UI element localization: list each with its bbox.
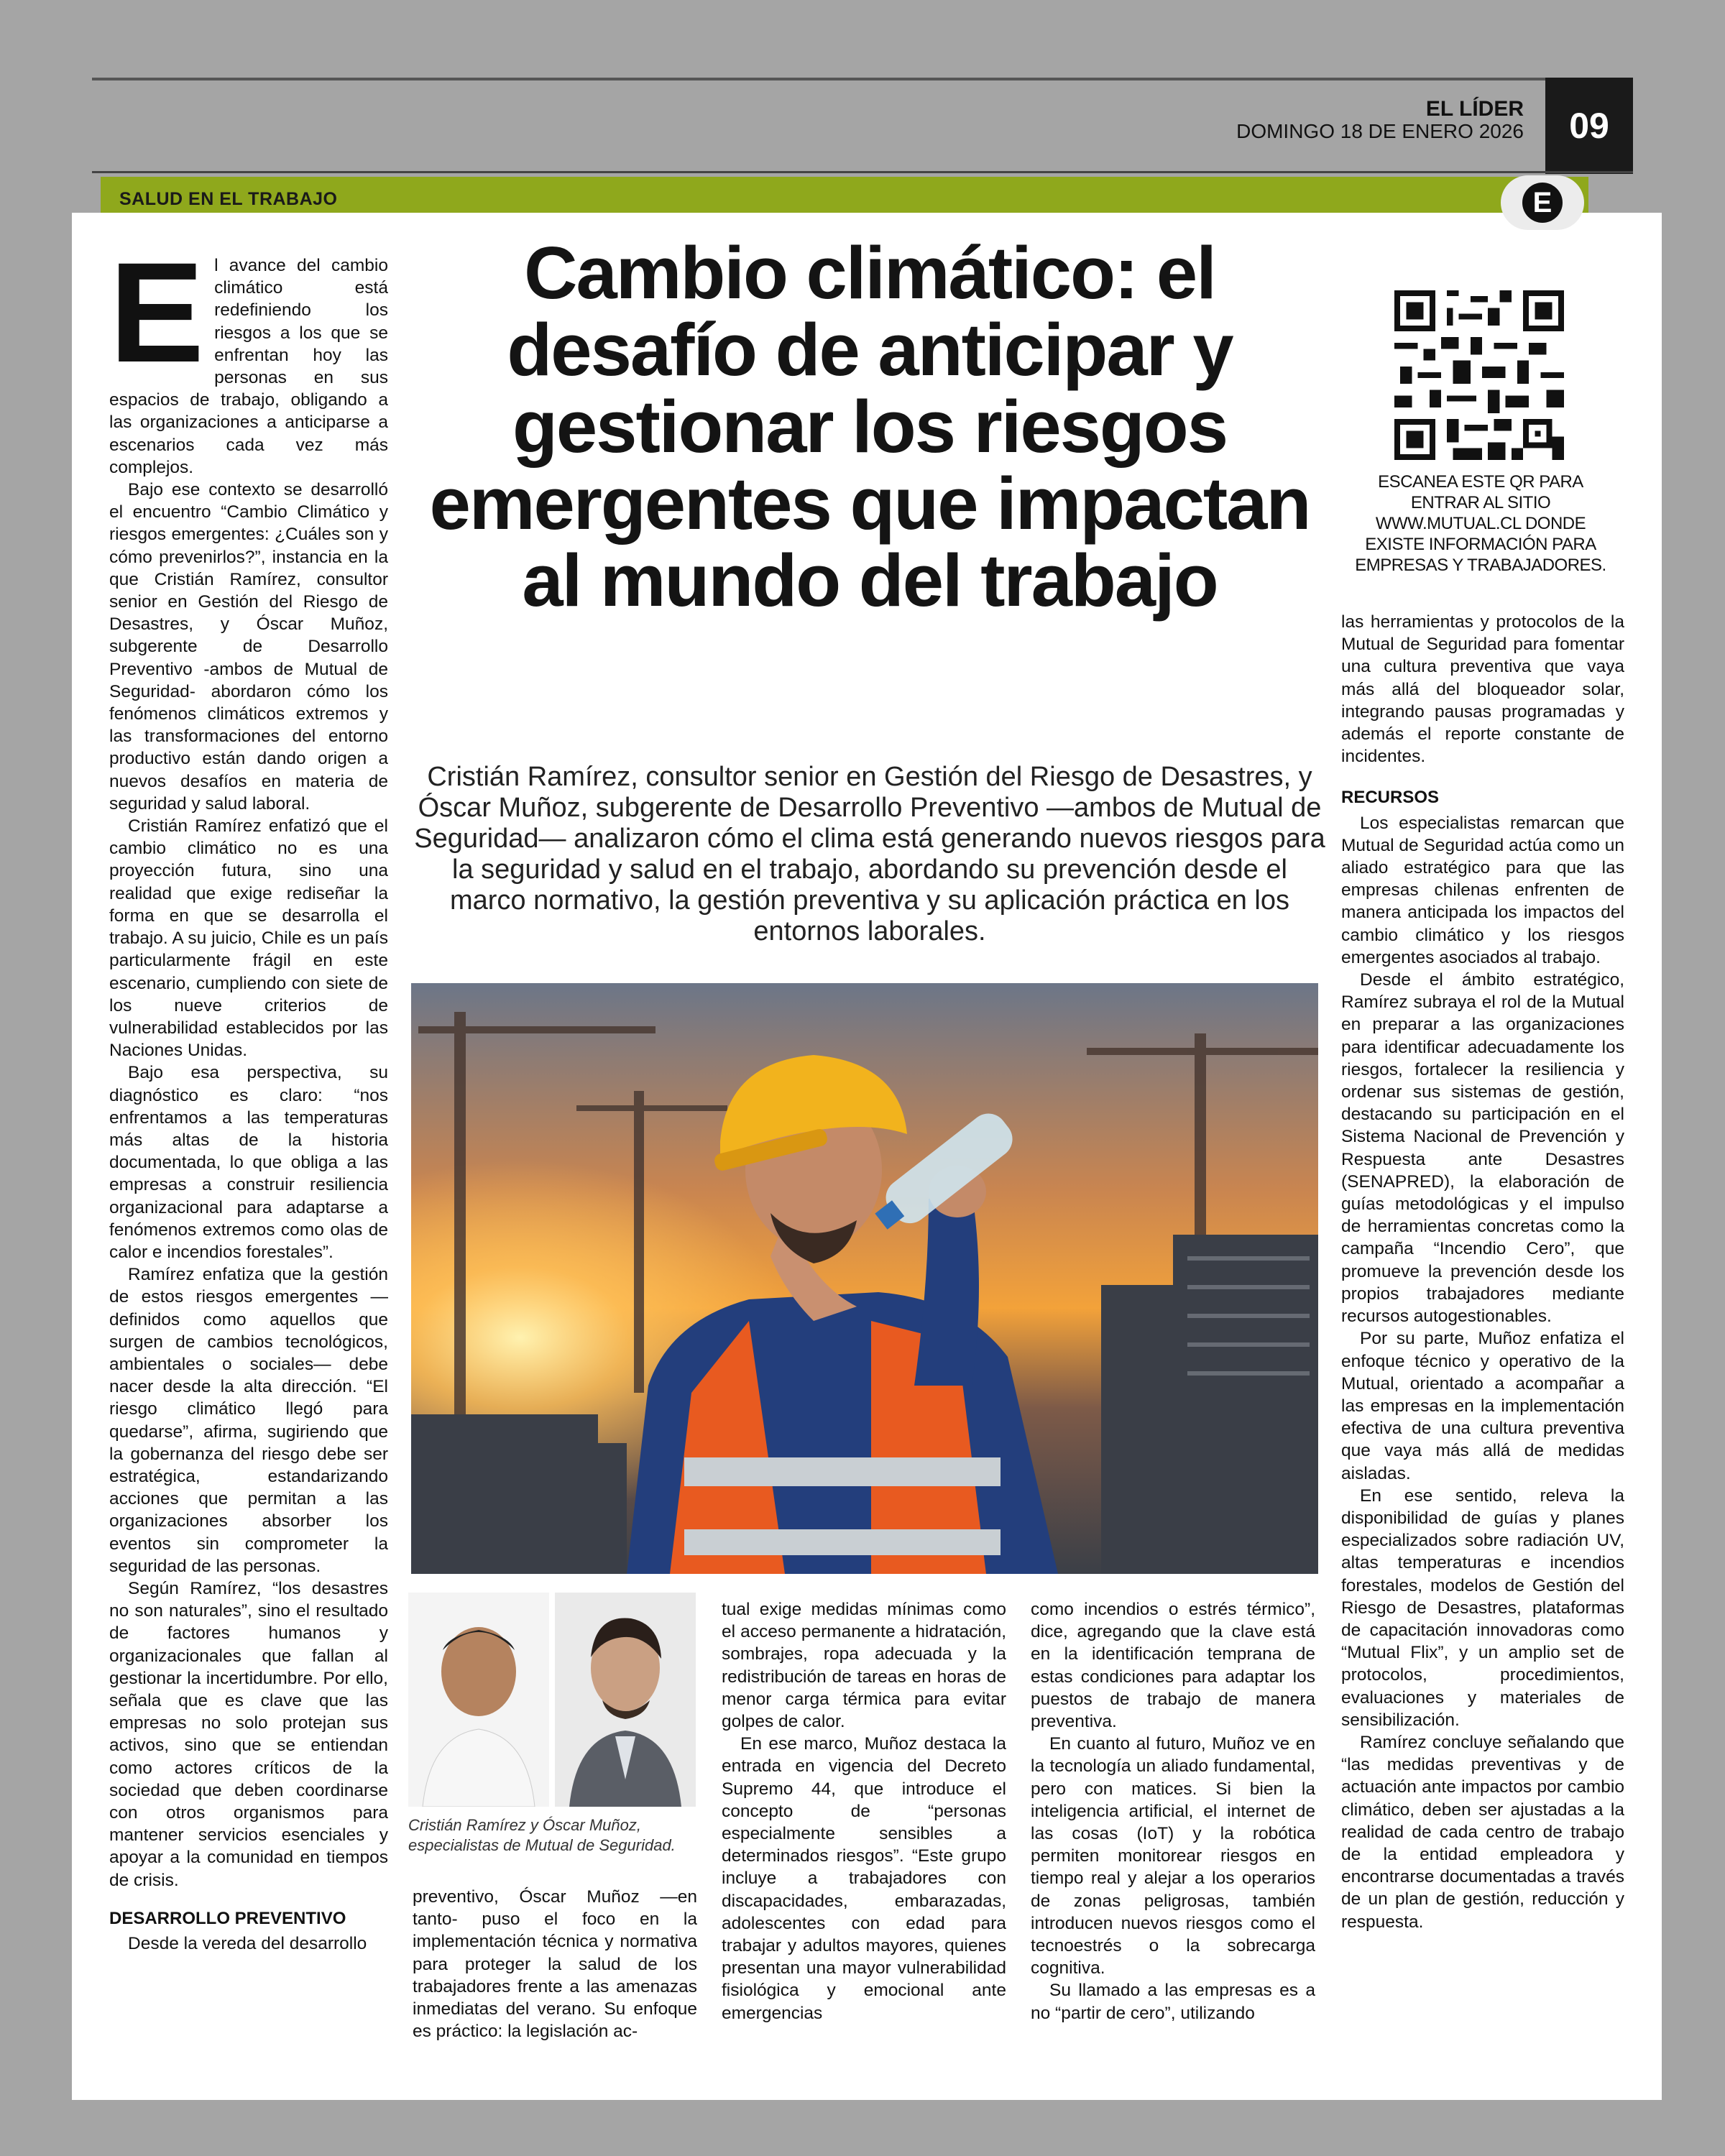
- masthead-rule: [92, 171, 1633, 173]
- paragraph: Bajo esa perspectiva, su diagnóstico es claro: “nos enfrentamos a las temperaturas más altas de la historia documentada, lo que obliga a las empresas a construir resiliencia organizacional para adaptarse a fenómenos extremos como olas de calor e incendios forestales”.: [109, 1063, 388, 1262]
- paragraph: Los especialistas remarcan que Mutual de Seguridad actúa como un aliado estratégico para que las empresas chilenas enfrenten de manera anticipada los impactos del cambio climático y los riesgos emergentes asociados al trabajo.: [1341, 813, 1624, 967]
- article-column-4: [1031, 1598, 1315, 2024]
- subhead-desarrollo: DESARROLLO PREVENTIVO: [109, 1908, 346, 1928]
- e-badge-letter: E: [1522, 183, 1563, 223]
- paragraph: Bajo ese contexto se desarrolló el encuentro “Cambio Climático y riesgos emergentes: ¿Cuáles son y cómo prevenirlos?”, instancia en la que Cristián Ramírez, consultor senior en Gestión del Riesgo de Desastres, y Óscar Muñoz, subgerente de Desarrollo Preventivo -ambos de Mutual de Seguridad- abordaron cómo los fenómenos climáticos extremos y las transformaciones del entorno productivo están dando origen a nuevos desafíos en materia de seguridad y salud laboral.: [109, 480, 388, 814]
- paragraph: tual exige medidas mínimas como el acceso permanente a hidratación, sombrajes, ropa adecuada y la redistribución de tareas en horas de menor carga térmica para evitar golpes de calor.: [722, 1600, 1006, 1732]
- paragraph: las herramientas y protocolos de la Mutual de Seguridad para fomentar una cultura preventiva que vaya más allá del bloqueador solar, integrando pausas programadas y además el reporte constante de incidentes.: [1341, 612, 1624, 767]
- paragraph: Su llamado a las empresas es a no “partir de cero”, utilizando: [1031, 1981, 1315, 2023]
- paper-name: EL LÍDER: [1425, 97, 1524, 121]
- paragraph: Desde el ámbito estratégico, Ramírez subraya el rol de la Mutual en preparar a las organizaciones para identificar adecuadamente los riesgos, fortalecer la resiliencia y ordenar sus sistemas de gestión, destacando su participación en el Sistema Nacional de Prevención y Respuesta ante Desastres (SENAPRED), la elaboración de guías metodológicas y el impulso de herramientas concretas como la campaña “Incendio Cero”, que promueve la prevención desde los propios trabajadores mediante recursos autogestionables.: [1341, 970, 1624, 1327]
- paragraph: Ramírez enfatiza que la gestión de estos riesgos emergentes —definidos como aquellos que surgen de cambios tecnológicos, ambientales o sociales— debe nacer desde la alta dirección. “El riesgo climático llegó para quedarse”, afirma, sugiriendo que la gobernanza del riesgo debe ser estratégica, estandarizando acciones que permitan a las organizaciones absorber los eventos sin comprometer la seguridad de las personas.: [109, 1265, 388, 1576]
- paragraph: Según Ramírez, “los desastres no son naturales”, sino el resultado de factores humanos y organizacionales que fallan al gestionar la incertidumbre. Por ello, señala que es clave que las empresas no solo protejan sus activos, sino que se entiendan como actores críticos de la sociedad que deben coordinarse con otros organismos para mantener servicios esenciales y apoyar a la comunidad en tiempos de crisis.: [109, 1578, 388, 1890]
- paragraph: En ese sentido, releva la disponibilidad de guías y planes especializados sobre radiación UV, altas temperaturas e incendios forestales, modelos de Gestión del Riesgo de Desastres, plataformas de capacitación innovadoras como “Mutual Flix”, y un amplio set de protocolos, procedimientos, evaluaciones y materiales de sensibilización.: [1341, 1485, 1624, 1730]
- paragraph: l avance del cambio climático está redefiniendo los riesgos a los que se enfrentan hoy las personas en sus espacios de trabajo, obligando a las organizaciones a anticiparse a escenarios cada vez más complejos.: [109, 256, 388, 477]
- subhead-recursos: RECURSOS: [1341, 788, 1440, 808]
- masthead: [1179, 98, 1524, 142]
- headline: Cambio climático: el desafío de anticipar y gestionar los riesgos emergentes que impactan al mundo del trabajo: [429, 231, 1310, 622]
- top-rule: [92, 78, 1633, 80]
- e-badge-icon: [1501, 175, 1584, 230]
- article-column-2: [413, 1886, 697, 2042]
- paragraph: Cristián Ramírez enfatizó que el cambio climático no es una proyección futura, sino una realidad que exige rediseñar la forma en que se desarrolla el trabajo. A su juicio, Chile es un país particularmente frágil en este escenario, cumpliendo con siete de los nueve criterios de vulnerabilidad establecidos por las Naciones Unidas.: [109, 816, 388, 1061]
- qr-caption: ESCANEA ESTE QR PARA ENTRAR AL SITIO WWW.MUTUAL.CL DONDE EXISTE INFORMACIÓN PARA EMPRESAS Y TRABAJADORES.: [1355, 472, 1606, 575]
- qr-code-icon[interactable]: [1394, 290, 1564, 460]
- article-column-1: [109, 233, 388, 1955]
- portraits: [408, 1593, 696, 1807]
- paragraph: En cuanto al futuro, Muñoz ve en la tecnología un aliado fundamental, pero con matices. Si bien la inteligencia artificial, el internet de las cosas (IoT) y la robótica permiten monitorear riesgos en tiempo real y alejar a los operarios de zonas peligrosas, también introducen nuevos riesgos como el tecnoestrés o la sobrecarga cognitiva.: [1031, 1734, 1315, 1978]
- deck: Cristián Ramírez, consultor senior en Gestión del Riesgo de Desastres, y Óscar Muñoz, subgerente de Desarrollo Preventivo —ambos de Mutual de Seguridad— analizaron cómo el clima está generando nuevos riesgos para la seguridad y salud en el trabajo, abordando su prevención desde el marco normativo, la gestión preventiva y su aplicación práctica en los entornos laborales.: [414, 762, 1325, 946]
- main-photo-worker-drinking: [411, 983, 1318, 1574]
- paragraph: Desde la vereda del desarrollo: [128, 1934, 367, 1954]
- paragraph: En ese marco, Muñoz destaca la entrada en vigencia del Decreto Supremo 44, que introduce el concepto de “personas especialmente sensibles a determinados riesgos”. “Este grupo incluye a trabajadores con discapacidades, embarazadas, adolescentes con edad para trabajar y adultos mayores, quienes presentan una mayor vulnerabilidad fisiológica y emocional ante emergencias: [722, 1734, 1006, 2023]
- page-number: 09: [1545, 78, 1633, 174]
- drop-cap: E: [109, 233, 205, 392]
- article-column-3: [722, 1598, 1006, 2024]
- paragraph: como incendios o estrés térmico”, dice, agregando que la clave está en la identificación temprana de estas condiciones para adaptar los puestos de trabajo de manera preventiva.: [1031, 1600, 1315, 1732]
- section-label: SALUD EN EL TRABAJO: [119, 189, 338, 209]
- paragraph: Ramírez concluye señalando que “las medidas preventivas y de actuación ante impactos por cambio climático, deben ser ajustadas a la realidad de cada centro de trabajo de la entidad empleadora y encontrarse documentadas a través de un plan de gestión, reducción y respuesta.: [1341, 1732, 1624, 1932]
- article-column-5: [1341, 611, 1624, 1933]
- issue-date: DOMINGO 18 DE ENERO 2026: [1236, 119, 1524, 142]
- paragraph: preventivo, Óscar Muñoz —en tanto- puso el foco en la implementación técnica y normativa para proteger la salud de los trabajadores frente a las amenazas inmediatas del verano. Su enfoque es práctico: la legislación ac-: [413, 1887, 697, 2042]
- photo-caption: Cristián Ramírez y Óscar Muñoz, especialistas de Mutual de Seguridad.: [408, 1816, 676, 1854]
- paragraph: Por su parte, Muñoz enfatiza el enfoque técnico y operativo de la Mutual, orientado a acompañar a las empresas en la implementación efectiva de una cultura preventiva que vaya más allá de medidas aisladas.: [1341, 1329, 1624, 1483]
